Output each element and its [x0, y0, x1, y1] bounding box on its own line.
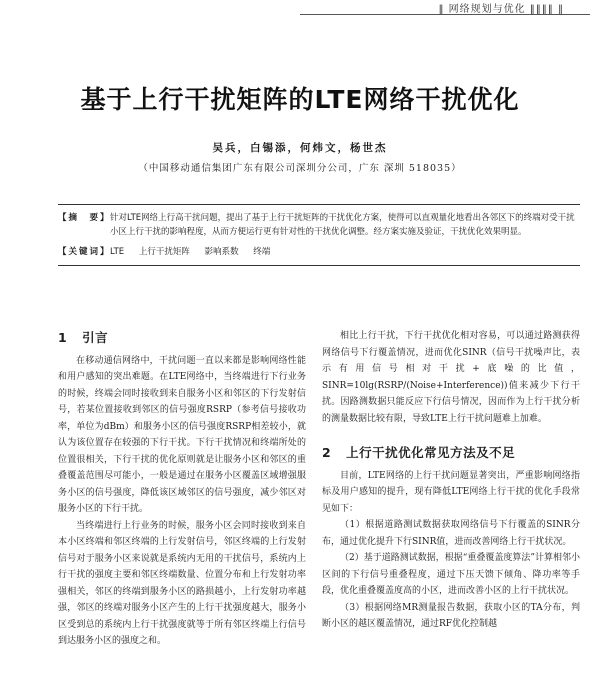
- abstract-block: [58, 204, 580, 266]
- paragraph: （2）基于道路测试数据，根据“重叠覆盖度算法”计算相邻小区间的下行信号重叠程度，通过下压天馈下倾角、降功率等手段，优化重叠覆盖度高的小区，进而改善小区的上行干扰状况。: [322, 553, 580, 596]
- section-title: 引言: [82, 330, 109, 345]
- section-heading-2: [322, 445, 580, 462]
- affiliation: （中国移动通信集团广东有限公司深圳分公司，广东 深圳 518035）: [138, 163, 462, 174]
- keywords-label: 【关键词】: [58, 247, 111, 257]
- keyword: LTE: [110, 247, 125, 257]
- paper-title: 基于上行干扰矩阵的LTE网络干扰优化: [80, 85, 520, 114]
- section-number: 1: [58, 330, 68, 345]
- authors: 吴兵，白锡添，何炜文，杨世杰: [212, 142, 388, 154]
- section-number: 2: [322, 445, 332, 460]
- keyword: 影响系数: [204, 247, 239, 257]
- abstract-label: 【摘 要】: [58, 213, 111, 223]
- keywords-list: [110, 245, 580, 259]
- running-header: ‖ 网络规划与优化 ‖‖‖‖ ‖: [438, 4, 564, 15]
- section-title: 上行干扰优化常见方法及不足: [346, 445, 516, 460]
- keywords-row: [58, 245, 580, 259]
- section-heading-1: [58, 330, 306, 347]
- paragraph: 目前，LTE网络的上行干扰问题显著突出，严重影响网络指标及用户感知的提升，现有降低LTE网络上行干扰的优化手段常见如下：: [322, 470, 580, 514]
- header-rule: [300, 14, 590, 15]
- paragraph: （1）根据道路测试数据获取网络信号下行覆盖的SINR分布，通过优化提升下行SINR值，进而改善网络上行干扰状况。: [322, 520, 580, 547]
- abstract-text: 针对LTE网络上行高干扰问题，提出了基于上行干扰矩阵的干扰优化方案，使得可以直观量化地看出各邻区下的终端对受干扰小区上行干扰的影响程度，从而方便运行更有针对性的干扰优化调整。经方案实施及验证，干扰优化效果明显。: [110, 213, 575, 237]
- paragraph: 当终端进行上行业务的时候，服务小区会同时接收到来自本小区终端和邻区终端的上行发射信号，邻区终端的上行发射信号对于服务小区来说就是系统内无用的干扰信号，系统内上行干扰的强度主要和邻区终端数量、位置分布和上行发射功率强相关，邻区的终端到服务小区的路损越小，上行发射功率越强，邻区的终端对服务小区产生的上行干扰强度越大，服务小区受到总的系统内上行干扰强度就等于所有邻区终端上行信号到达服务小区的强度之和。: [58, 520, 306, 646]
- right-column: [322, 328, 580, 633]
- left-column: [58, 328, 306, 650]
- keyword: 终端: [253, 247, 271, 257]
- abstract-row: [58, 211, 580, 239]
- paragraph: （3）根据网络MR测量报告数据，获取小区的TA分布，判断小区的越区覆盖情况，通过RF优化控制越: [322, 602, 580, 629]
- paragraph: 相比上行干扰，下行干扰优化相对容易，可以通过路测获得网络信号下行覆盖情况，进而优化SINR（信号干扰噪声比，表示有用信号相对干扰+底噪的比值，SINR=10lg(RSRP/(Noise+Interference))值来减少下行干扰。因路测数据只能反应下行信号情况，因而作为上行干扰分析的测量数据比较有限，导致LTE上行干扰问题难上加难。: [322, 331, 580, 424]
- paragraph: 在移动通信网络中，干扰问题一直以来都是影响网络性能和用户感知的突出难题。在LTE网络中，当终端进行下行业务的时候，终端会同时接收到来自服务小区和邻区的下行发射信号，若某位置接收到邻区的信号强度RSRP（参考信号接收功率，单位为dBm）和服务小区的信号强度RSRP相差较小，就认为该位置存在较强的下行干扰。下行干扰情况和终端所处的位置很相关，下行干扰的优化原则就是让服务小区和邻区的重叠覆盖范围尽可能小，一般是通过在服务小区覆盖区域增强服务小区的信号强度，降低该区域邻区的信号强度，减少邻区对服务小区的下行干扰。: [58, 355, 306, 514]
- keyword: 上行干扰矩阵: [138, 247, 190, 257]
